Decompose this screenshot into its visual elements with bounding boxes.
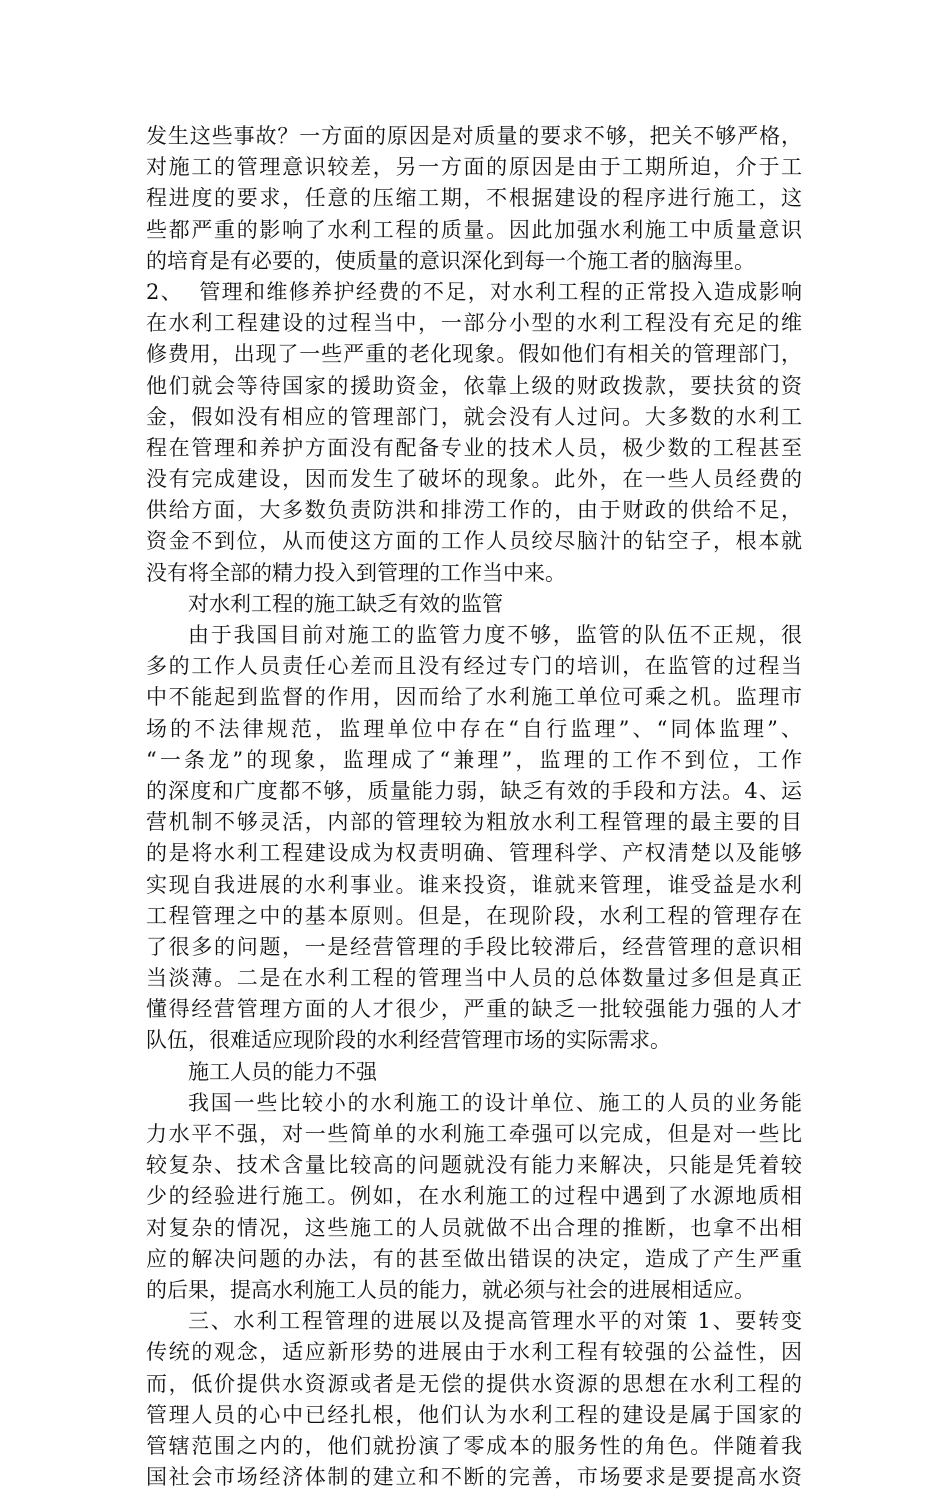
text-line: 应的解决问题的办法，有的甚至做出错误的决定，造成了产生严重 [146,1246,802,1271]
text-line: 在水利工程建设的过程当中，一部分小型的水利工程没有充足的维 [146,311,802,336]
text-line: 他们就会等待国家的援助资金，依靠上级的财政拨款，要扶贫的资 [146,373,802,398]
text-line: 对施工的管理意识较差，另一方面的原因是由于工期所迫，介于工 [146,155,802,180]
text-line: 的是将水利工程建设成为权责明确、管理科学、产权清楚以及能够 [146,841,802,866]
text-line: 管辖范围之内的，他们就扮演了零成本的服务性的角色。伴随着我 [146,1433,802,1458]
text-line: 对复杂的情况，这些施工的人员就做不出合理的推断，也拿不出相 [146,1215,802,1240]
text-line: 施工人员的能力不强 [188,1059,377,1084]
text-line: 程进度的要求，任意的压缩工期，不根据建设的程序进行施工，这 [146,186,802,211]
text-line: 工程管理之中的基本原则。但是，在现阶段，水利工程的管理存在 [146,903,802,928]
text-line: 当淡薄。二是在水利工程的管理当中人员的总体数量过多但是真正 [146,966,802,991]
text-line: 场的不法律规范，监理单位中存在“自行监理”、“同体监理”、 [146,716,802,741]
text-line: 中不能起到监督的作用，因而给了水利施工单位可乘之机。监理市 [146,685,802,710]
text-line: 少的经验进行施工。例如，在水利施工的过程中遇到了水源地质相 [146,1184,802,1209]
text-line: 由于我国目前对施工的监管力度不够，监管的队伍不正规，很 [188,623,802,647]
text-line: 营机制不够灵活，内部的管理较为粗放水利工程管理的最主要的目 [146,810,802,835]
text-line: 队伍，很难适应现阶段的水利经营管理市场的实际需求。 [146,1028,671,1053]
text-line: 2、 管理和维修养护经费的不足，对水利工程的正常投入造成影响 [146,279,802,304]
text-line: 资金不到位，从而使这方面的工作人员绞尽脑汁的钻空子，根本就 [146,529,802,554]
text-line: 程在管理和养护方面没有配备专业的技术人员，极少数的工程甚至 [146,435,802,460]
text-line: 传统的观念，适应新形势的进展由于水利工程有较强的公益性，因 [146,1340,802,1365]
text-line: 较复杂、技术含量比较高的问题就没有能力来解决，只能是凭着较 [146,1153,802,1178]
text-line: 供给方面，大多数负责防洪和排涝工作的，由于财政的供给不足， [146,498,802,523]
text-line: 金，假如没有相应的管理部门，就会没有人过问。大多数的水利工 [146,404,802,429]
text-line: 的深度和广度都不够，质量能力弱，缺乏有效的手段和方法。4、运 [146,778,802,803]
text-line: 管理人员的心中已经扎根，他们认为水利工程的建设是属于国家的 [146,1402,802,1427]
text-line: 的后果，提高水利施工人员的能力，就必须与社会的进展相适应。 [146,1277,755,1302]
text-line: 懂得经营管理方面的人才很少，严重的缺乏一批较强能力强的人才 [146,997,802,1022]
text-line: 实现自我进展的水利事业。谁来投资，谁就来管理，谁受益是水利 [146,872,802,897]
text-line: 没有将全部的精力投入到管理的工作当中来。 [146,560,566,585]
text-line: 的培育是有必要的，使质量的意识深化到每一个施工者的脑海里。 [146,248,755,273]
text-line: 多的工作人员责任心差而且没有经过专门的培训，在监管的过程当 [146,654,802,679]
text-line: “一条龙”的现象，监理成了“兼理”，监理的工作不到位，工作 [146,747,802,772]
text-line: 发生这些事故？一方面的原因是对质量的要求不够，把关不够严格， [146,124,802,148]
text-line: 修费用，出现了一些严重的老化现象。假如他们有相关的管理部门， [146,342,802,367]
body-text [146,121,802,1493]
text-line: 些都严重的影响了水利工程的质量。因此加强水利施工中质量意识 [146,217,802,242]
text-line: 三、水利工程管理的进展以及提高管理水平的对策 1、要转变 [188,1309,802,1334]
text-line: 而，低价提供水资源或者是无偿的提供水资源的思想在水利工程的 [146,1371,802,1396]
text-line: 力水平不强，对一些简单的水利施工牵强可以完成，但是对一些比 [146,1122,802,1146]
text-line: 我国一些比较小的水利施工的设计单位、施工的人员的业务能 [188,1090,802,1115]
text-line: 对水利工程的施工缺乏有效的监管 [188,591,503,616]
text-line: 国社会市场经济体制的建立和不断的完善，市场要求是要提高水资 [146,1465,802,1490]
text-line: 没有完成建设，因而发生了破坏的现象。此外，在一些人员经费的 [146,467,802,492]
text-line: 了很多的问题，一是经营管理的手段比较滞后，经营管理的意识相 [146,934,802,959]
